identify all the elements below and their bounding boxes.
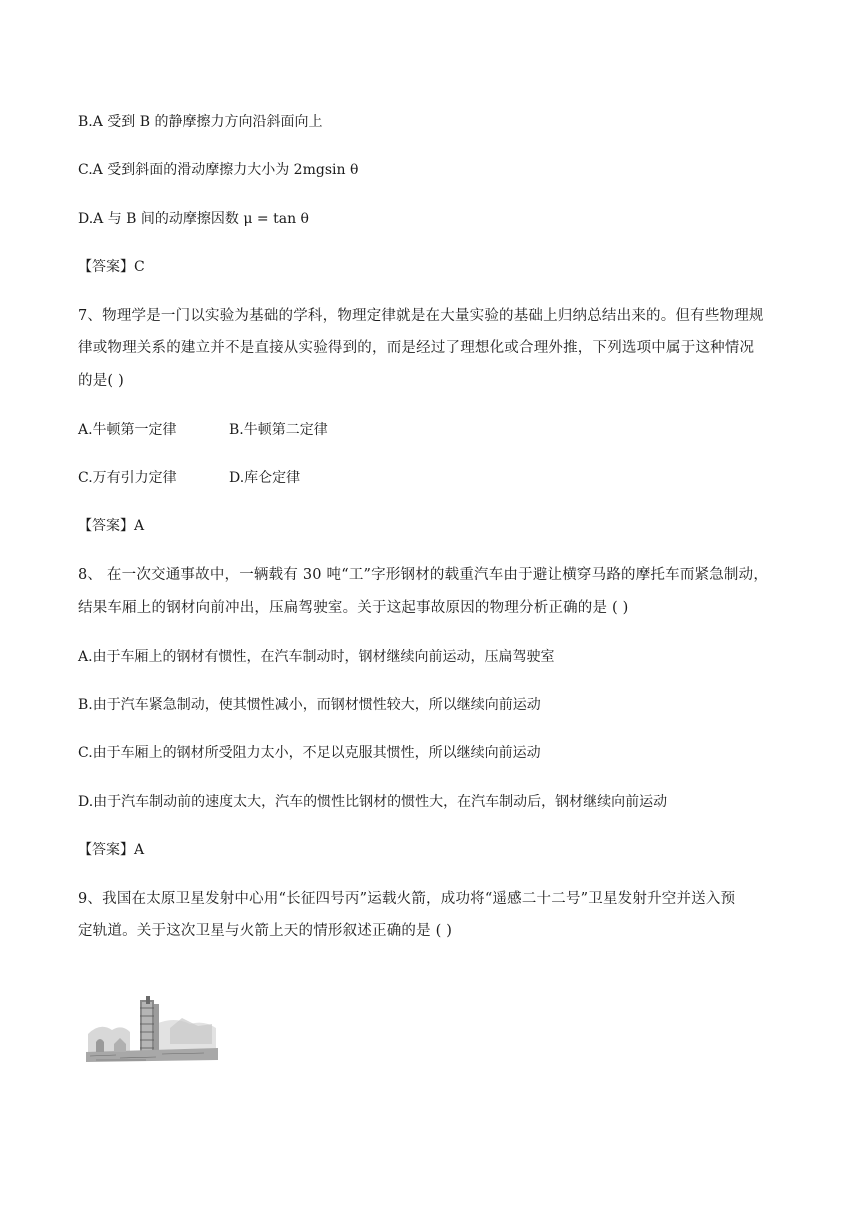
q9-stem-line-1: 9、我国在太原卫星发射中心用“长征四号丙”运载火箭，成功将“遥感二十二号”卫星发射升空并送入预 <box>78 891 736 907</box>
q9-stem-line-2: 定轨道。关于这次卫星与火箭上天的情形叙述正确的是 ( ) <box>78 923 453 939</box>
q7-option-c: C.万有引力定律 <box>78 470 177 486</box>
q8-option-d: D.由于汽车制动前的速度太大，汽车的惯性比钢材的惯性大，在汽车制动后，钢材继续向前运动 <box>78 794 668 810</box>
q6-option-c: C.A 受到斜面的滑动摩擦力大小为 2mgsin θ <box>78 162 359 178</box>
q7-option-d: D.库仑定律 <box>229 470 301 486</box>
rocket-launch-photo <box>86 994 218 1066</box>
q7-option-a: A.牛顿第一定律 <box>78 422 177 438</box>
q8-stem-line-2: 结果车厢上的钢材向前冲出，压扁驾驶室。关于这起事故原因的物理分析正确的是 ( ) <box>78 600 629 616</box>
q6-option-d: D.A 与 B 间的动摩擦因数 μ = tan θ <box>78 211 309 227</box>
q6-answer: 【答案】C <box>78 259 145 275</box>
q8-option-a: A.由于车厢上的钢材有惯性，在汽车制动时，钢材继续向前运动，压扁驾驶室 <box>78 649 555 665</box>
q6-option-b: B.A 受到 B 的静摩擦力方向沿斜面向上 <box>78 114 323 130</box>
q7-option-b: B.牛顿第二定律 <box>229 422 328 438</box>
q8-option-b: B.由于汽车紧急制动，使其惯性减小，而钢材惯性较大，所以继续向前运动 <box>78 697 541 713</box>
q7-stem-line-2: 律或物理关系的建立并不是直接从实验得到的，而是经过了理想化或合理外推，下列选项中属于这种情况 <box>78 340 755 356</box>
q8-stem-line-1: 8、 在一次交通事故中，一辆载有 30 吨“工”字形钢材的载重汽车由于避让横穿马路的摩托车而紧急制动， <box>78 567 769 583</box>
q8-option-c: C.由于车厢上的钢材所受阻力太小，不足以克服其惯性，所以继续向前运动 <box>78 745 541 761</box>
q8-answer: 【答案】A <box>78 842 145 858</box>
q7-stem-line-3: 的是( ) <box>78 373 124 389</box>
q7-answer: 【答案】A <box>78 518 145 534</box>
q7-stem-line-1: 7、物理学是一门以实验为基础的学科，物理定律就是在大量实验的基础上归纳总结出来的。但有些物理规 <box>78 308 764 324</box>
